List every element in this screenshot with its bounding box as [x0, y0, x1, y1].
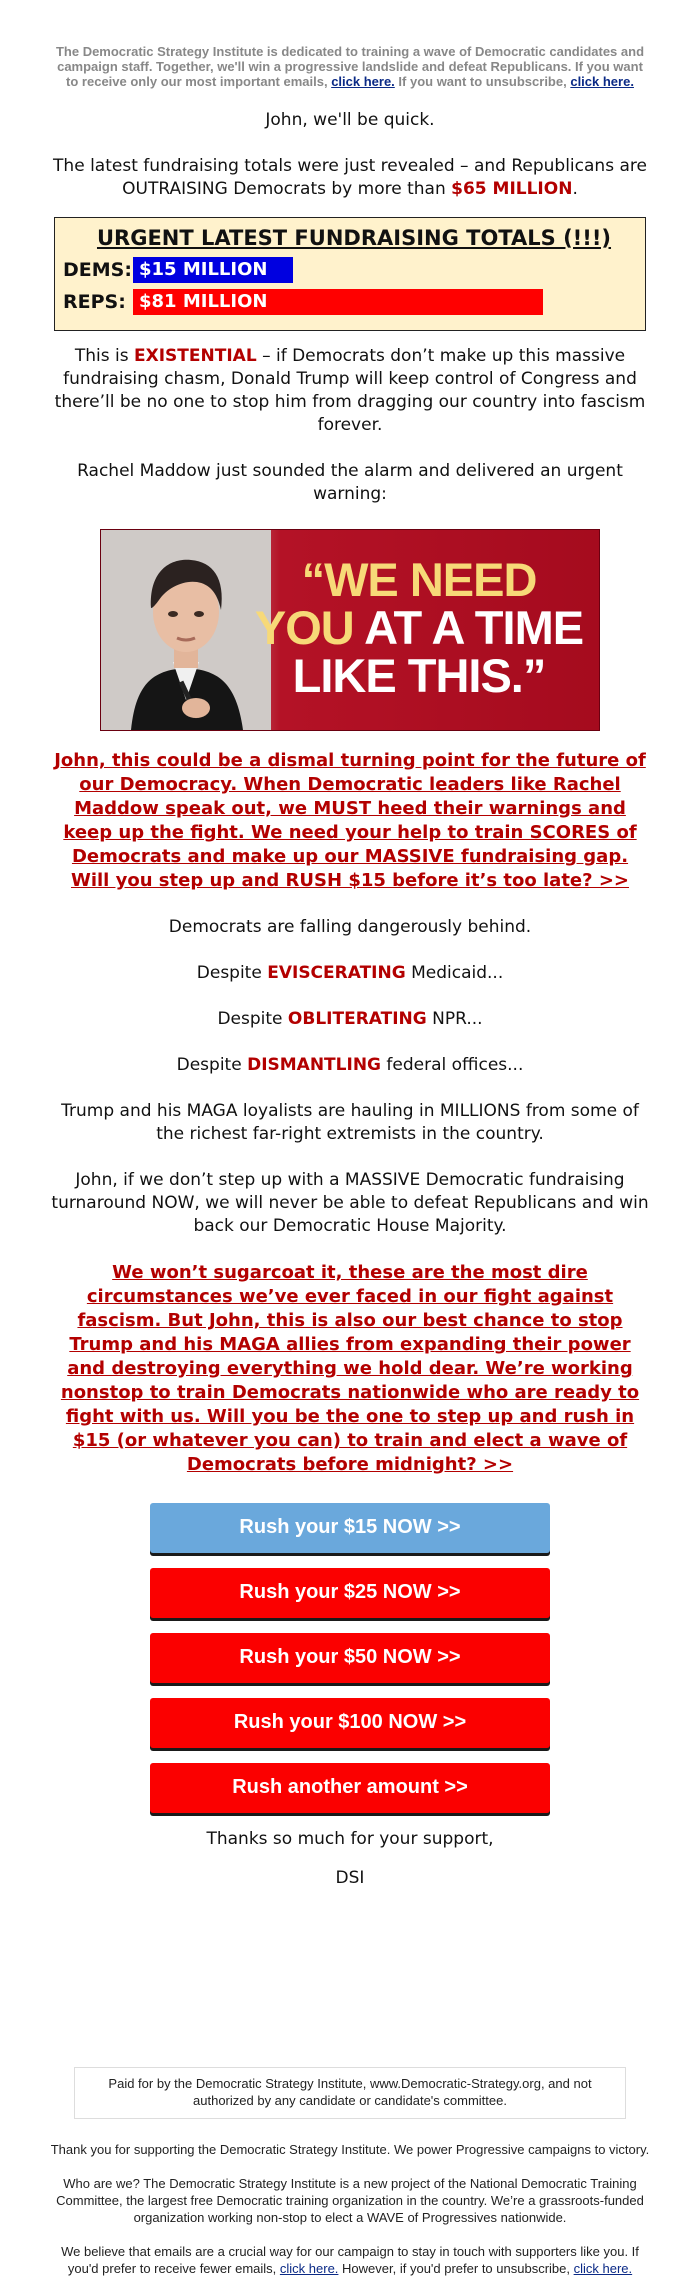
- quote-line-2: [249, 601, 589, 654]
- despite-2-start: Despite: [217, 1009, 283, 1029]
- preheader: [50, 0, 650, 89]
- donate-ask-link-1[interactable]: John, this could be a dismal turning point for the future of our Democracy. When Democratic leaders like Rachel Maddow speak out, we MUST heed their warnings and keep up the fight. We need your help to train SCORES of Democrats and make up our MASSIVE fundraising gap. Will you step up and RUSH $15 before it’s too late? >>: [54, 750, 646, 891]
- reps-bar: [133, 289, 543, 315]
- reps-row: [63, 288, 645, 316]
- quote-line-3: LIKE THIS.”: [292, 649, 546, 702]
- hero-quote: [249, 553, 589, 702]
- falling-behind-text: Democrats are falling dangerously behind.: [168, 917, 532, 937]
- despite-3-highlight: DISMANTLING: [247, 1055, 381, 1075]
- footer-email-preferences: [50, 2243, 650, 2277]
- dems-row: [63, 256, 645, 284]
- donate-50-button[interactable]: Rush your $50 NOW >>: [150, 1633, 550, 1683]
- quote-at-a-time: AT A TIME: [364, 601, 584, 654]
- despite-2-highlight: OBLITERATING: [287, 1009, 427, 1029]
- preheader-unsubscribe-text: If you want to unsubscribe,: [398, 74, 567, 89]
- preheader-text: The Democratic Strategy Institute is dedicated to training a wave of Democratic candidates and campaign staff. Together, we'll win a progressive landslide and defeat Republicans. If you want to receive only our most important emails,: [55, 44, 645, 89]
- despite-1-start: Despite: [196, 963, 262, 983]
- donate-other-amount-button[interactable]: Rush another amount >>: [150, 1763, 550, 1813]
- fundraising-totals-box: [54, 217, 646, 331]
- footer-fewer-emails-link[interactable]: click here.: [279, 2261, 339, 2276]
- existential-highlight: EXISTENTIAL: [134, 346, 257, 366]
- footer-who-are-we: Who are we? The Democratic Strategy Institute is a new project of the National Democratic Training Committee, the largest free Democratic training organization in the country. We’re a grassroots-funded organization working non-stop to elect a WAVE of Progressives nationwide.: [56, 2176, 644, 2225]
- donate-15-button[interactable]: Rush your $15 NOW >>: [150, 1503, 550, 1553]
- existential-text-start: This is: [74, 346, 129, 366]
- existential-text-end: – if Democrats don’t make up this massive fundraising chasm, Donald Trump will keep control of Congress and there’ll be no one to stop him from dragging our country into fascism forever.: [54, 346, 646, 435]
- despite-2-end: NPR...: [432, 1009, 483, 1029]
- footer-unsub-text: However, if you'd prefer to unsubscribe,: [342, 2261, 570, 2276]
- donate-ask-link-2[interactable]: We won’t sugarcoat it, these are the most dire circumstances we’ve ever faced in our fight against fascism. But John, this is also our best chance to stop Trump and his MAGA allies from expanding their power and destroying everything we hold dear. We’re working nonstop to train Democrats nationwide who are ready to fight with us. Will you be the one to step up and rush in $15 (or whatever you can) to train and elect a wave of Democrats before midnight? >>: [60, 1262, 640, 1475]
- reps-value: $81 MILLION: [139, 291, 268, 312]
- despite-npr: [50, 1008, 650, 1031]
- totals-title: URGENT LATEST FUNDRAISING TOTALS (!!!): [96, 226, 612, 250]
- despite-3-start: Despite: [176, 1055, 242, 1075]
- intro-highlight: $65 MILLION: [451, 179, 573, 199]
- maddow-intro: Rachel Maddow just sounded the alarm and delivered an urgent warning:: [77, 461, 623, 504]
- maddow-quote-image[interactable]: [100, 529, 600, 731]
- despite-3-end: federal offices...: [386, 1055, 524, 1075]
- despite-1-highlight: EVISCERATING: [267, 963, 406, 983]
- quote-line-1: “WE NEED: [301, 553, 537, 606]
- intro-text: The latest fundraising totals were just revealed – and Republicans are OUTRAISING Democrats by more than: [53, 156, 647, 199]
- paid-for-disclaimer: Paid for by the Democratic Strategy Institute, www.Democratic-Strategy.org, and not authorized by any candidate or candidate's committee.: [74, 2067, 626, 2119]
- footer-prefs-text: We believe that emails are a crucial way for our campaign to stay in touch with supporters like you. If you'd prefer to receive fewer emails,: [61, 2244, 639, 2276]
- fewer-emails-link[interactable]: click here.: [331, 74, 395, 89]
- despite-medicaid: [50, 962, 650, 985]
- reps-label: REPS:: [63, 291, 126, 313]
- dems-bar: [133, 257, 293, 283]
- footer-thanks: Thank you for supporting the Democratic Strategy Institute. We power Progressive campaigns to victory.: [50, 2142, 650, 2157]
- intro-paragraph: [50, 155, 650, 201]
- intro-end: .: [572, 179, 578, 199]
- footer-unsubscribe-link[interactable]: click here.: [573, 2261, 633, 2276]
- existential-paragraph: [50, 345, 650, 437]
- greeting: John, we'll be quick.: [265, 110, 435, 130]
- maga-paragraph: Trump and his MAGA loyalists are hauling in MILLIONS from some of the richest far-right extremists in the country.: [61, 1101, 639, 1144]
- signoff: DSI: [335, 1868, 365, 1888]
- thanks-text: Thanks so much for your support,: [206, 1829, 494, 1849]
- donate-25-button[interactable]: Rush your $25 NOW >>: [150, 1568, 550, 1618]
- quote-you: YOU: [254, 601, 354, 654]
- dems-label: DEMS:: [63, 259, 132, 281]
- email-body: [50, 0, 650, 2277]
- dems-value: $15 MILLION: [139, 259, 268, 280]
- speaker-portrait-icon: [101, 530, 271, 730]
- despite-federal-offices: [50, 1054, 650, 1077]
- unsubscribe-link[interactable]: click here.: [570, 74, 634, 89]
- donate-100-button[interactable]: Rush your $100 NOW >>: [150, 1698, 550, 1748]
- despite-1-end: Medicaid...: [411, 963, 504, 983]
- turnaround-paragraph: John, if we don’t step up with a MASSIVE Democratic fundraising turnaround NOW, we will never be able to defeat Republicans and win back our Democratic House Majority.: [51, 1170, 649, 1236]
